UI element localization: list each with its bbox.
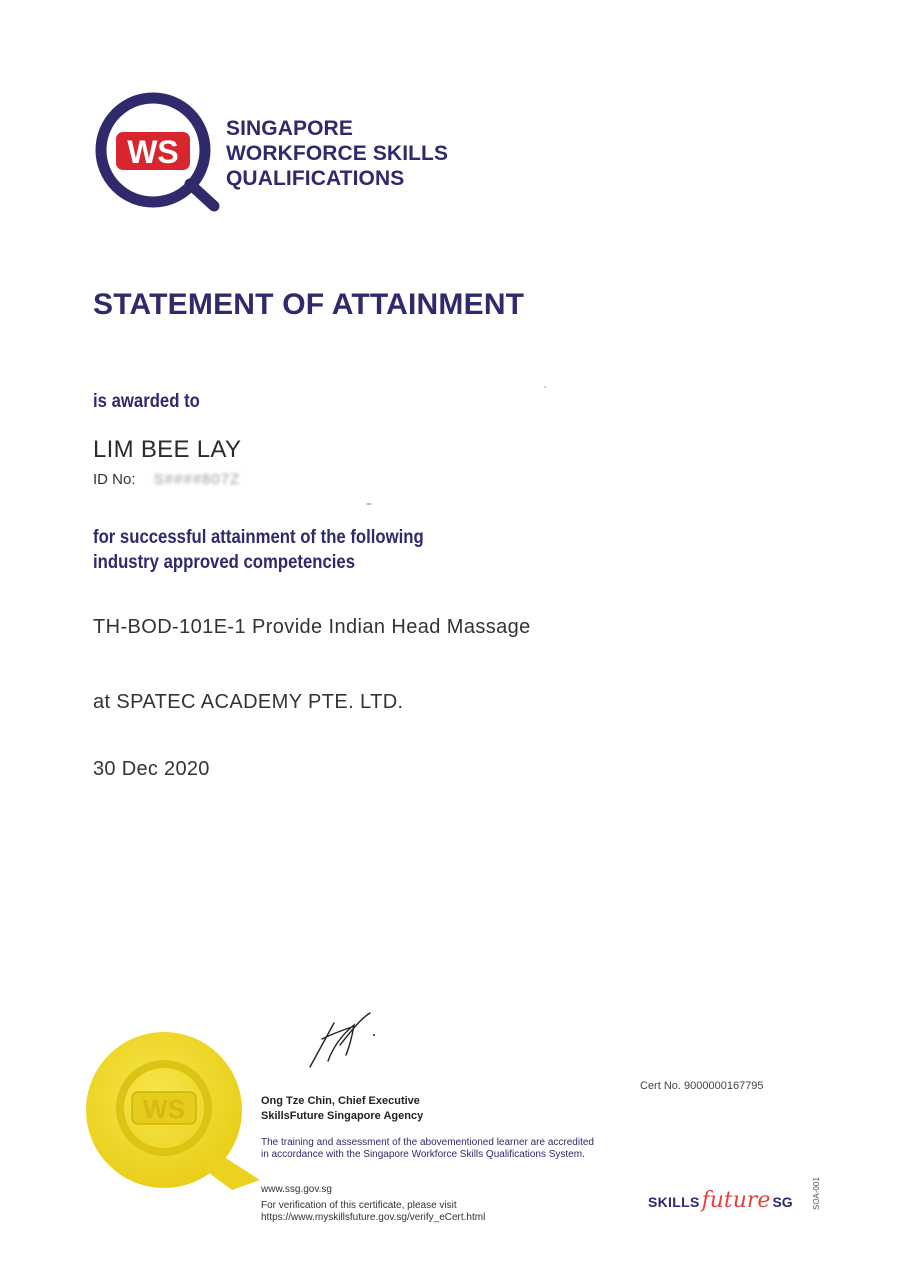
- cert-number: Cert No. 9000000167795: [640, 1080, 764, 1092]
- attainment-line: industry approved competencies: [93, 552, 356, 573]
- recipient-name: LIM BEE LAY: [93, 436, 242, 463]
- sf-future: future: [701, 1188, 771, 1213]
- document-title: STATEMENT OF ATTAINMENT: [93, 288, 525, 321]
- id-row: [93, 471, 240, 488]
- signer-block: [261, 1094, 423, 1124]
- scan-speck: [544, 386, 546, 388]
- award-date: 30 Dec 2020: [93, 758, 210, 780]
- sf-sg: SG: [772, 1194, 793, 1210]
- academy: at SPATEC ACADEMY PTE. LTD.: [93, 691, 404, 713]
- id-label: ID No:: [93, 471, 136, 488]
- verify-url: https://www.myskillsfuture.gov.sg/verify_eCert.html: [261, 1212, 486, 1223]
- competency: TH-BOD-101E-1 Provide Indian Head Massage: [93, 616, 531, 638]
- org-name-line: WORKFORCE SKILLS: [226, 142, 449, 165]
- seal-mark: WS: [143, 1094, 185, 1124]
- scan-speck: [366, 503, 372, 505]
- verify-line: For verification of this certificate, please visit: [261, 1200, 457, 1211]
- skillsfuture-logo: [648, 1188, 793, 1213]
- verification-text: [261, 1200, 485, 1224]
- wsq-gold-seal-icon: [82, 1030, 262, 1190]
- org-name: [226, 116, 448, 191]
- website: www.ssg.gov.sg: [261, 1184, 332, 1195]
- accreditation-line: The training and assessment of the abovementioned learner are accredited: [261, 1137, 594, 1148]
- attainment-line: for successful attainment of the following: [93, 527, 424, 548]
- wsq-logo-mark: WS: [127, 134, 179, 170]
- wsq-logo-icon: [92, 92, 222, 214]
- accreditation-text: [261, 1137, 594, 1161]
- awarded-label: is awarded to: [93, 391, 200, 412]
- org-name-line: SINGAPORE: [226, 117, 353, 140]
- org-name-line: QUALIFICATIONS: [226, 167, 405, 190]
- sf-skills: SKILLS: [648, 1194, 700, 1210]
- id-value-redacted: S####807Z: [153, 471, 241, 488]
- attainment-text: [93, 525, 424, 575]
- form-code: SOA-001: [812, 1177, 821, 1210]
- accreditation-line: in accordance with the Singapore Workforce Skills Qualifications System.: [261, 1149, 585, 1160]
- signer-org: SkillsFuture Singapore Agency: [261, 1110, 424, 1122]
- signature-icon: [300, 1005, 380, 1075]
- signer-name: Ong Tze Chin, Chief Executive: [261, 1095, 420, 1107]
